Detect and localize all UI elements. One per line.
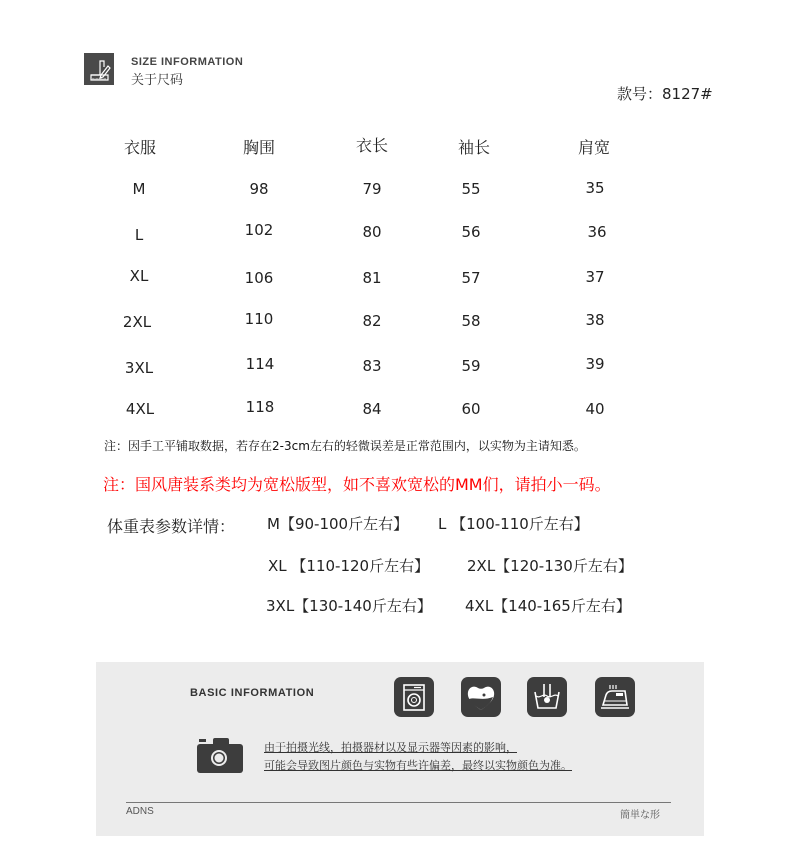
chest-cell: 102 [244, 221, 274, 239]
shoulder-cell: 38 [585, 311, 605, 329]
camera-icon [197, 735, 243, 773]
sleeve-cell: 58 [461, 312, 481, 330]
chest-cell: 110 [244, 310, 274, 328]
washing-machine-icon [394, 677, 434, 717]
basic-info-title: BASIC INFORMATION [190, 687, 315, 699]
shoulder-cell: 39 [585, 355, 605, 373]
size-cell: XL [129, 267, 149, 285]
length-cell: 81 [362, 269, 382, 287]
measurement-note: 注：因手工平铺取数据，若存在2-3cm左右的轻微误差是正常范围内，以实物为主请知悉。 [104, 439, 586, 453]
column-header: 衣长 [355, 136, 388, 155]
length-cell: 82 [362, 312, 382, 330]
shoulder-cell: 36 [587, 223, 607, 241]
size-cell: 2XL [122, 313, 152, 331]
sleeve-cell: 56 [461, 223, 481, 241]
hand-wash-icon [527, 677, 567, 717]
section-title-cn: 关于尺码 [131, 73, 184, 88]
footer-tagline: 簡単な形 [620, 810, 660, 821]
photo-disclaimer-line2: 可能会导致图片颜色与实物有些许偏差，最终以实物颜色为准。 [264, 759, 572, 772]
ruler-pencil-icon [84, 53, 114, 85]
weight-item-3xl: 3XL【130-140斤左右】 [266, 597, 432, 615]
iron-icon [595, 677, 635, 717]
size-cell: L [134, 226, 144, 244]
column-header: 袖长 [457, 138, 490, 157]
footer-brand: ADNS [126, 806, 154, 817]
weight-item-2xl: 2XL【120-130斤左右】 [467, 557, 633, 575]
size-cell: 4XL [125, 400, 155, 418]
shoulder-cell: 40 [585, 400, 605, 418]
shoulder-cell: 35 [585, 179, 605, 197]
size-cell: M [132, 180, 146, 198]
size-cell: 3XL [124, 359, 154, 377]
length-cell: 80 [362, 223, 382, 241]
chest-cell: 98 [249, 180, 269, 198]
chest-cell: 114 [245, 355, 275, 373]
section-title-en: SIZE INFORMATION [131, 56, 244, 68]
length-cell: 83 [362, 357, 382, 375]
sleeve-cell: 55 [461, 180, 481, 198]
divider [126, 802, 671, 803]
weight-item-4xl: 4XL【140-165斤左右】 [465, 597, 631, 615]
no-bleach-heart-icon [461, 677, 501, 717]
sleeve-cell: 57 [461, 269, 481, 287]
photo-disclaimer-line1: 由于拍摄光线，拍摄器材以及显示器等因素的影响， [264, 741, 517, 754]
length-cell: 79 [362, 180, 382, 198]
fit-warning-note: 注：国风唐装系类均为宽松版型，如不喜欢宽松的MM们，请拍小一码。 [103, 475, 611, 494]
sleeve-cell: 60 [461, 400, 481, 418]
sleeve-cell: 59 [461, 357, 481, 375]
chest-cell: 118 [245, 398, 275, 416]
weight-guide-label: 体重表参数详情： [107, 517, 236, 536]
style-number: 款号：8127# [617, 85, 713, 103]
column-header: 肩宽 [577, 138, 610, 157]
shoulder-cell: 37 [585, 268, 605, 286]
weight-item-xl: XL 【110-120斤左右】 [268, 557, 430, 575]
weight-item-m: M【90-100斤左右】 [267, 515, 409, 533]
chest-cell: 106 [244, 269, 274, 287]
weight-item-l: L 【100-110斤左右】 [438, 515, 589, 533]
length-cell: 84 [362, 400, 382, 418]
column-header: 胸围 [242, 138, 275, 157]
column-header: 衣服 [123, 138, 156, 157]
